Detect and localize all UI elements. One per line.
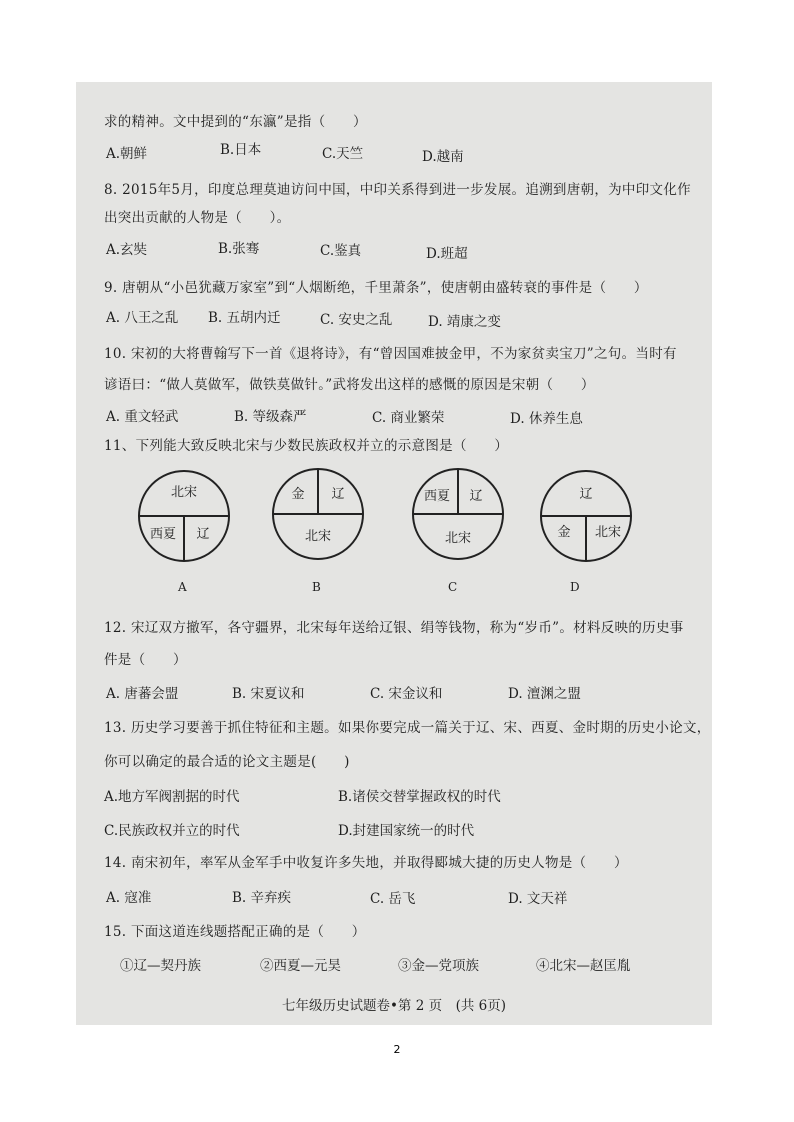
- q12-option-b: B. 宋夏议和: [232, 686, 305, 702]
- q15-stem: 15. 下面这道连线题搭配正确的是（ ）: [104, 924, 366, 940]
- q7-option-c: C.天竺: [322, 146, 364, 162]
- q15-item-2: ②西夏—元昊: [260, 958, 341, 974]
- q15-item-4: ④北宋—赵匡胤: [536, 958, 631, 974]
- q14-option-d: D. 文天祥: [508, 891, 568, 907]
- q8-stem-line2: 出突出贡献的人物是（ ）。: [104, 210, 291, 226]
- q15-item-1: ①辽—契丹族: [120, 958, 201, 974]
- q7-option-d: D.越南: [422, 149, 464, 165]
- q14-stem: 14. 南宋初年，率军从金军手中收复许多失地，并取得郾城大捷的历史人物是（ ）: [104, 855, 628, 871]
- q7-option-a: A.朝鲜: [106, 146, 148, 162]
- diagram-a-bottom-right: 辽: [196, 527, 210, 542]
- q14-option-c: C. 岳飞: [370, 891, 416, 907]
- q12-option-d: D. 澶渊之盟: [508, 686, 581, 702]
- diagram-d-caption: D: [570, 580, 580, 594]
- q15-item-3: ③金—党项族: [398, 958, 479, 974]
- q12-option-a: A. 唐蕃会盟: [106, 686, 179, 702]
- diagram-d-top: 辽: [579, 487, 593, 502]
- q13-option-c: C.民族政权并立的时代: [104, 823, 240, 839]
- q10-option-a: A. 重文轻武: [106, 409, 179, 425]
- q10-stem-line1: 10. 宋初的大将曹翰写下一首《退将诗》，有“曾因国难披金甲，不为家贫卖宝刀”之句。当时有: [104, 346, 677, 362]
- diagram-c-caption: C: [448, 580, 458, 594]
- scanned-page: [76, 82, 712, 1025]
- diagram-a-caption: A: [178, 580, 187, 594]
- q11-stem: 11、下列能大致反映北宋与少数民族政权并立的示意图是（ ）: [104, 438, 509, 454]
- diagram-c-bottom: 北宋: [444, 531, 472, 546]
- q7-option-b: B.日本: [220, 142, 262, 158]
- q12-option-c: C. 宋金议和: [370, 686, 443, 702]
- q9-option-b: B. 五胡内迁: [208, 310, 281, 326]
- q9-option-a: A. 八王之乱: [106, 310, 179, 326]
- diagram-a-top: 北宋: [170, 485, 198, 500]
- q12-stem-line2: 件是（ ）: [104, 652, 187, 668]
- q8-option-b: B.张骞: [218, 241, 260, 257]
- page-number: 2: [393, 1043, 401, 1056]
- diagram-b-bottom: 北宋: [304, 529, 332, 544]
- q14-option-b: B. 辛弃疾: [232, 890, 292, 906]
- q13-stem-line1: 13. 历史学习要善于抓住特征和主题。如果你要完成一篇关于辽、宋、西夏、金时期的历史小论文，: [104, 720, 711, 736]
- q13-stem-line2: 你可以确定的最合适的论文主题是( ): [104, 754, 350, 770]
- diagram-b: [270, 466, 366, 562]
- page-footer: 七年级历史试题卷•第 2 页 (共 6页): [281, 998, 507, 1014]
- q10-option-b: B. 等级森严: [234, 409, 307, 425]
- q13-option-a: A.地方军阀割据的时代: [104, 789, 240, 805]
- diagram-c-top-right: 辽: [469, 489, 483, 504]
- q13-option-b: B.诸侯交替掌握政权的时代: [338, 789, 501, 805]
- diagram-d: [538, 468, 634, 564]
- q10-option-c: C. 商业繁荣: [372, 410, 445, 426]
- diagram-a: [136, 468, 232, 564]
- diagram-b-top-left: 金: [291, 487, 305, 502]
- diagram-a-bottom-left: 西夏: [149, 527, 177, 542]
- diagram-d-bottom-left: 金: [557, 525, 571, 540]
- diagram-d-bottom-right: 北宋: [594, 525, 622, 540]
- diagram-b-caption: B: [312, 580, 321, 594]
- q8-option-d: D.班超: [426, 246, 468, 262]
- q10-option-d: D. 休养生息: [510, 411, 583, 427]
- q14-option-a: A. 寇准: [106, 890, 152, 906]
- q10-stem-line2: 谚语曰：“做人莫做军，做铁莫做针。”武将发出这样的感慨的原因是宋朝（ ）: [104, 377, 595, 393]
- q8-option-c: C.鉴真: [320, 243, 362, 259]
- diagram-c-top-left: 西夏: [423, 489, 451, 504]
- diagram-c: [410, 466, 506, 562]
- q9-option-c: C. 安史之乱: [320, 312, 393, 328]
- q7-stem: 求的精神。文中提到的“东瀛”是指（ ）: [104, 114, 367, 130]
- q12-stem-line1: 12. 宋辽双方撤军，各守疆界，北宋每年送给辽银、绢等钱物，称为“岁币”。材料反映的历史事: [104, 620, 684, 636]
- q8-option-a: A.玄奘: [106, 242, 148, 258]
- q9-stem: 9. 唐朝从“小邑犹藏万家室”到“人烟断绝，千里萧条”，使唐朝由盛转衰的事件是（ ）: [104, 280, 648, 296]
- q13-option-d: D.封建国家统一的时代: [338, 823, 475, 839]
- q9-option-d: D. 靖康之变: [428, 314, 501, 330]
- diagram-b-top-right: 辽: [331, 487, 345, 502]
- q8-stem-line1: 8. 2015年5月，印度总理莫迪访问中国，中印关系得到进一步发展。追溯到唐朝，为中印文化作: [104, 182, 691, 198]
